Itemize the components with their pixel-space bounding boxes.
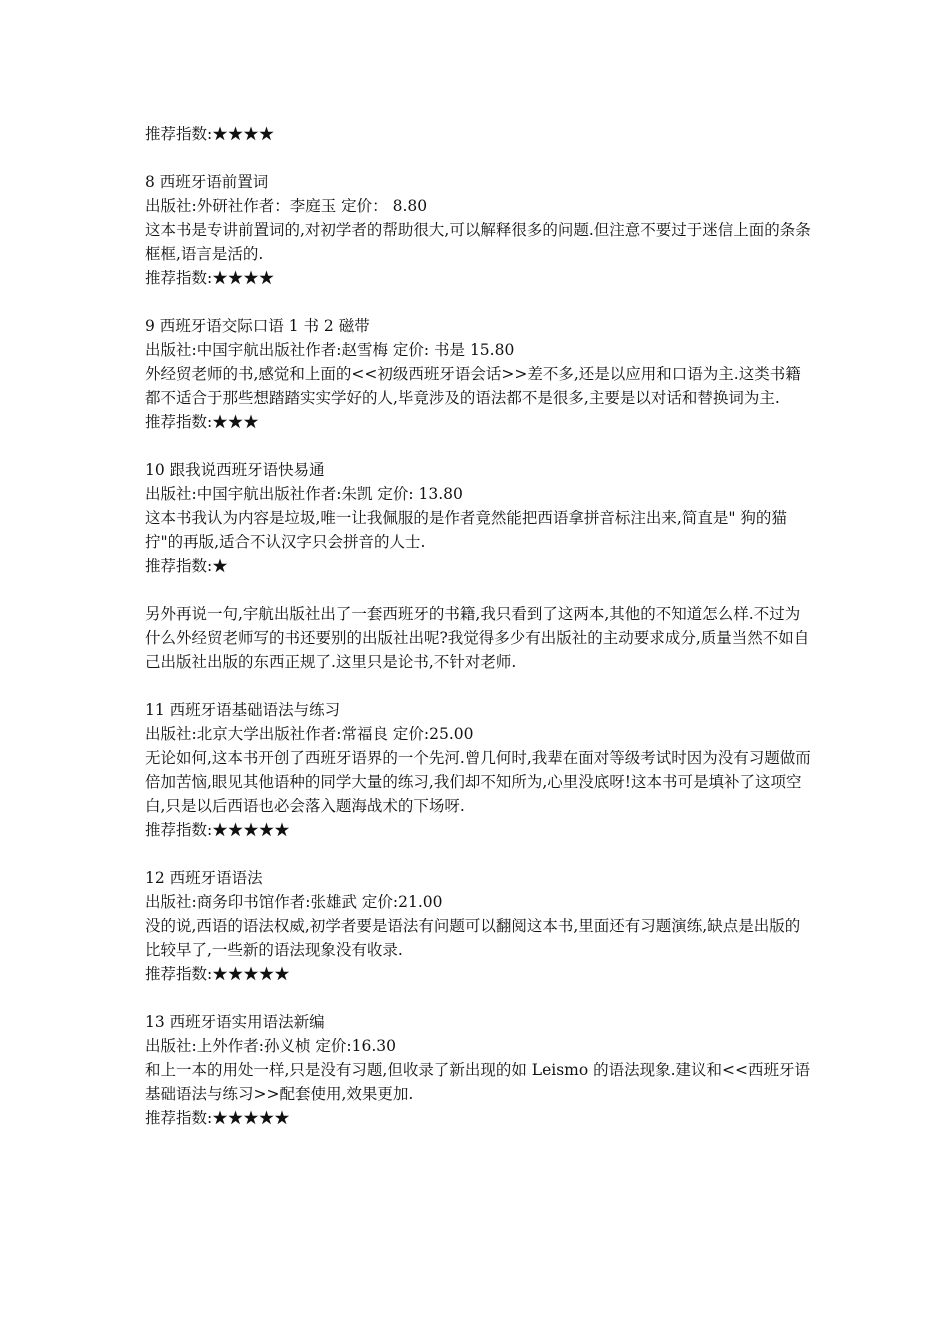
book-entry-8 <box>145 170 813 290</box>
book-description: 外经贸老师的书,感觉和上面的<<初级西班牙语会话>>差不多,还是以应用和口语为主.这类书籍都不适合于那些想踏踏实实学好的人,毕竟涉及的语法都不是很多,主要是以对话和替换词为主. <box>145 365 801 407</box>
rating-line: 推荐指数:★★★★ <box>145 125 275 143</box>
book-info: 出版社:商务印书馆作者:张雄武 定价:21.00 <box>145 893 443 911</box>
book-info: 出版社:外研社作者：李庭玉 定价： 8.80 <box>145 197 428 215</box>
book-info: 出版社:中国宇航出版社作者:赵雪梅 定价: 书是 15.80 <box>145 341 515 359</box>
book-entry-10 <box>145 458 813 578</box>
book-description: 和上一本的用处一样,只是没有习题,但收录了新出现的如 Leismo 的语法现象.建议和<<西班牙语基础语法与练习>>配套使用,效果更加. <box>145 1061 811 1103</box>
aside-paragraph: 另外再说一句,宇航出版社出了一套西班牙的书籍,我只看到了这两本,其他的不知道怎么样.不过为什么外经贸老师写的书还要别的出版社出呢?我觉得多少有出版社的主动要求成分,质量当然不如自己出版社出版的东西正规了.这里只是论书,不针对老师. <box>145 605 810 671</box>
book-info: 出版社:北京大学出版社作者:常福良 定价:25.00 <box>145 725 474 743</box>
book-entry-12 <box>145 866 813 986</box>
book-info: 出版社:上外作者:孙义桢 定价:16.30 <box>145 1037 396 1055</box>
book-entry-11 <box>145 698 813 842</box>
book-entry-13 <box>145 1010 813 1130</box>
book-title: 13 西班牙语实用语法新编 <box>145 1013 325 1031</box>
rating-line: 推荐指数:★ <box>145 557 228 575</box>
rating-line: 推荐指数:★★★★ <box>145 269 275 287</box>
rating-line: 推荐指数:★★★★★ <box>145 1109 290 1127</box>
document-body <box>145 122 813 1154</box>
book-title: 8 西班牙语前置词 <box>145 173 269 191</box>
book-description: 这本书我认为内容是垃圾,唯一让我佩服的是作者竟然能把西语拿拼音标注出来,简直是" 狗的猫拧"的再版,适合不认汉字只会拼音的人士. <box>145 509 787 551</box>
book-title: 12 西班牙语语法 <box>145 869 263 887</box>
rating-line: 推荐指数:★★★★★ <box>145 821 290 839</box>
book-title: 11 西班牙语基础语法与练习 <box>145 701 341 719</box>
book-title: 10 跟我说西班牙语快易通 <box>145 461 325 479</box>
book-description: 无论如何,这本书开创了西班牙语界的一个先河.曾几何时,我辈在面对等级考试时因为没有习题做而倍加苦恼,眼见其他语种的同学大量的练习,我们却不知所为,心里没底呀!这本书可是填补了这项空白,只是以后西语也必会落入题海战术的下场呀. <box>145 749 811 815</box>
book-description: 没的说,西语的语法权威,初学者要是语法有问题可以翻阅这本书,里面还有习题演练,缺点是出版的比较早了,一些新的语法现象没有收录. <box>145 917 801 959</box>
rating-line: 推荐指数:★★★★★ <box>145 965 290 983</box>
aside-note <box>145 602 813 674</box>
top-rating-block <box>145 122 813 146</box>
rating-line: 推荐指数:★★★ <box>145 413 259 431</box>
book-description: 这本书是专讲前置词的,对初学者的帮助很大,可以解释很多的问题.但注意不要过于迷信上面的条条框框,语言是活的. <box>145 221 811 263</box>
book-entry-9 <box>145 314 813 434</box>
book-title: 9 西班牙语交际口语 1 书 2 磁带 <box>145 317 370 335</box>
book-info: 出版社:中国宇航出版社作者:朱凯 定价: 13.80 <box>145 485 463 503</box>
